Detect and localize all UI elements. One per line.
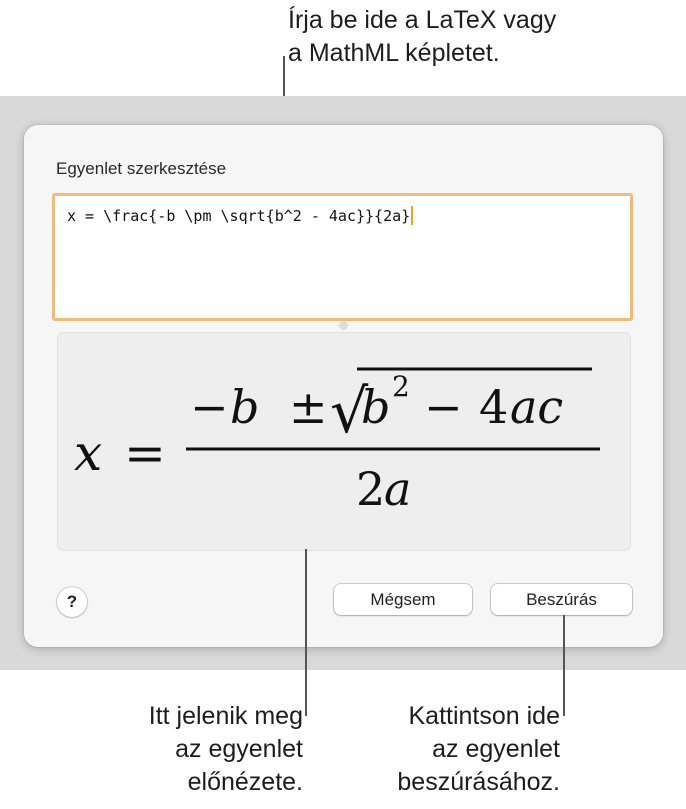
formula-pm: ± [289,380,328,434]
insert-callout-line3: beszúrásához. [397,768,560,796]
formula-denominator-two: 2 [356,462,386,516]
editor-callout-line1: Írja be ide a LaTeX vagy [288,6,557,34]
insert-callout-line2: az egyenlet [432,735,560,763]
formula-minus-2: − [424,380,463,434]
text-caret [411,206,413,225]
insert-callout [330,700,560,799]
preview-callout-line1: Itt jelenik meg [148,702,303,730]
equation-input-text[interactable] [67,206,413,225]
equation-input-value[interactable]: x = \frac{-b \pm \sqrt{b^2 - 4ac}}{2a} [67,207,411,225]
formula-exponent: 2 [392,370,410,403]
insert-button[interactable]: Beszúrás [491,584,632,615]
formula-denominator-a: a [384,462,412,516]
formula-ac: ac [510,380,564,434]
insert-callout-line1: Kattintson ide [408,702,560,730]
preview-callout-line2: az egyenlet [175,735,303,763]
help-button[interactable]: ? [57,587,87,617]
formula-radical: √ [330,377,369,447]
cancel-button[interactable]: Mégsem [334,584,472,615]
dialog-title: Egyenlet szerkesztése [56,159,227,178]
resize-handle[interactable] [339,321,348,330]
equation-preview [57,332,631,551]
formula-equals: = [124,424,166,482]
formula-four: 4 [479,380,509,434]
equation-input[interactable] [52,193,633,321]
insert-leader-line [563,615,565,716]
formula-b: b [230,380,260,434]
preview-callout [100,700,303,799]
editor-callout-line2: a MathML képletet. [288,39,500,67]
formula-radicand-b: b [361,380,391,434]
preview-leader-line [305,549,307,716]
editor-callout [288,4,556,70]
formula-minus: − [190,380,229,434]
preview-callout-line3: előnézete. [187,768,303,796]
formula-x: x [74,424,103,482]
